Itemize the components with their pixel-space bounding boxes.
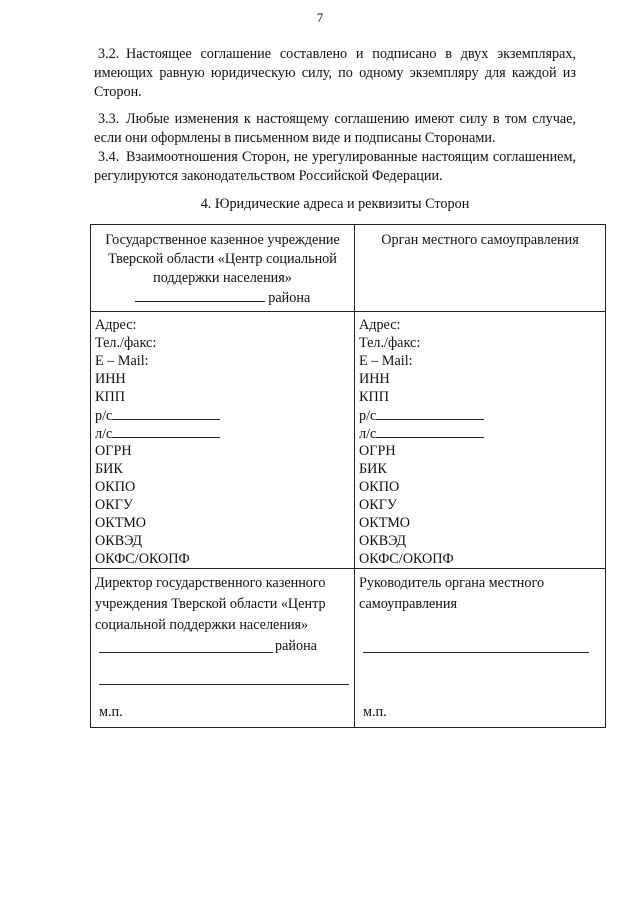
right-signature-cell — [355, 569, 606, 728]
section-heading: 4. Юридические адреса и реквизиты Сторон — [200, 196, 470, 212]
right-signatory-title: Руководитель органа местного самоуправления — [359, 575, 545, 612]
field-okpo: ОКПО — [359, 479, 400, 495]
field-bik: БИК — [95, 461, 123, 477]
field-bik: БИК — [359, 461, 387, 477]
field-ogrn: ОГРН — [359, 443, 396, 459]
paragraph-number: 3.2. — [98, 46, 120, 62]
field-inn: ИНН — [95, 371, 126, 387]
field-address: Адрес: — [95, 317, 137, 333]
district-suffix: района — [275, 638, 317, 654]
field-okfs-okopf: ОКФС/ОКОПФ — [95, 551, 190, 567]
right-party-header — [355, 225, 606, 312]
field-rs-blank — [112, 406, 220, 420]
stamp-place: м.п. — [363, 704, 387, 720]
field-ls — [359, 424, 601, 442]
field-ls — [95, 424, 350, 442]
field-inn: ИНН — [359, 371, 390, 387]
field-phone-fax: Тел./факс: — [95, 335, 157, 351]
left-header-line2: Тверской области «Центр социальной — [108, 251, 337, 267]
paragraph-3-2 — [94, 45, 576, 102]
field-ls-label: л/с — [359, 426, 377, 442]
left-header-line1: Государственное казенное учреждение — [105, 232, 340, 248]
paragraph-3-3 — [94, 110, 576, 148]
district-suffix: района — [268, 290, 311, 306]
field-email: E – Mail: — [359, 353, 413, 369]
district-blank — [99, 652, 273, 653]
field-rs — [359, 406, 601, 424]
paragraph-text: Взаимоотношения Сторон, не урегулированные настоящим соглашением, регулируются законодательством Российской Федерации. — [94, 149, 576, 184]
field-okpo: ОКПО — [95, 479, 136, 495]
field-okved: ОКВЭД — [359, 533, 407, 549]
paragraph-text: Любые изменения к настоящему соглашению имеют силу в том случае, если они оформлены в письменном виде и подписаны Сторонами. — [94, 111, 576, 146]
paragraph-number: 3.4. — [98, 149, 120, 165]
right-party-details — [355, 312, 606, 569]
paragraph-number: 3.3. — [98, 111, 120, 127]
left-party-details — [91, 312, 355, 569]
left-party-header — [91, 225, 355, 312]
left-header-line3: поддержки населения» — [153, 270, 292, 286]
left-signatory-title: Директор государственного казенного учреждения Тверской области «Центр социальной поддержки населения» — [95, 575, 326, 633]
field-email: E – Mail: — [95, 353, 149, 369]
stamp-place: м.п. — [99, 704, 123, 720]
left-header-district — [95, 288, 350, 308]
field-rs — [95, 406, 350, 424]
field-ls-blank — [112, 424, 220, 438]
field-address: Адрес: — [359, 317, 401, 333]
field-okved: ОКВЭД — [95, 533, 143, 549]
field-ogrn: ОГРН — [95, 443, 132, 459]
field-okgu: ОКГУ — [359, 497, 397, 513]
requisites-table — [90, 224, 606, 728]
field-oktmo: ОКТМО — [359, 515, 411, 531]
field-kpp: КПП — [359, 389, 389, 405]
field-rs-label: р/с — [359, 408, 377, 424]
field-okgu: ОКГУ — [95, 497, 133, 513]
field-ls-label: л/с — [95, 426, 113, 442]
field-kpp: КПП — [95, 389, 125, 405]
signature-line — [99, 684, 349, 685]
page-number: 7 — [316, 10, 324, 25]
paragraph-3-4 — [94, 148, 576, 186]
right-header-title: Орган местного самоуправления — [381, 232, 579, 248]
field-rs-blank — [376, 406, 484, 420]
field-oktmo: ОКТМО — [95, 515, 147, 531]
field-ls-blank — [376, 424, 484, 438]
paragraph-text: Настоящее соглашение составлено и подписано в двух экземплярах, имеющих равную юридическую силу, по одному экземпляру для каждой из Сторон. — [94, 46, 576, 100]
field-phone-fax: Тел./факс: — [359, 335, 421, 351]
district-blank — [135, 288, 265, 302]
left-signature-cell — [91, 569, 355, 728]
field-okfs-okopf: ОКФС/ОКОПФ — [359, 551, 454, 567]
field-rs-label: р/с — [95, 408, 113, 424]
signature-line — [363, 652, 589, 653]
